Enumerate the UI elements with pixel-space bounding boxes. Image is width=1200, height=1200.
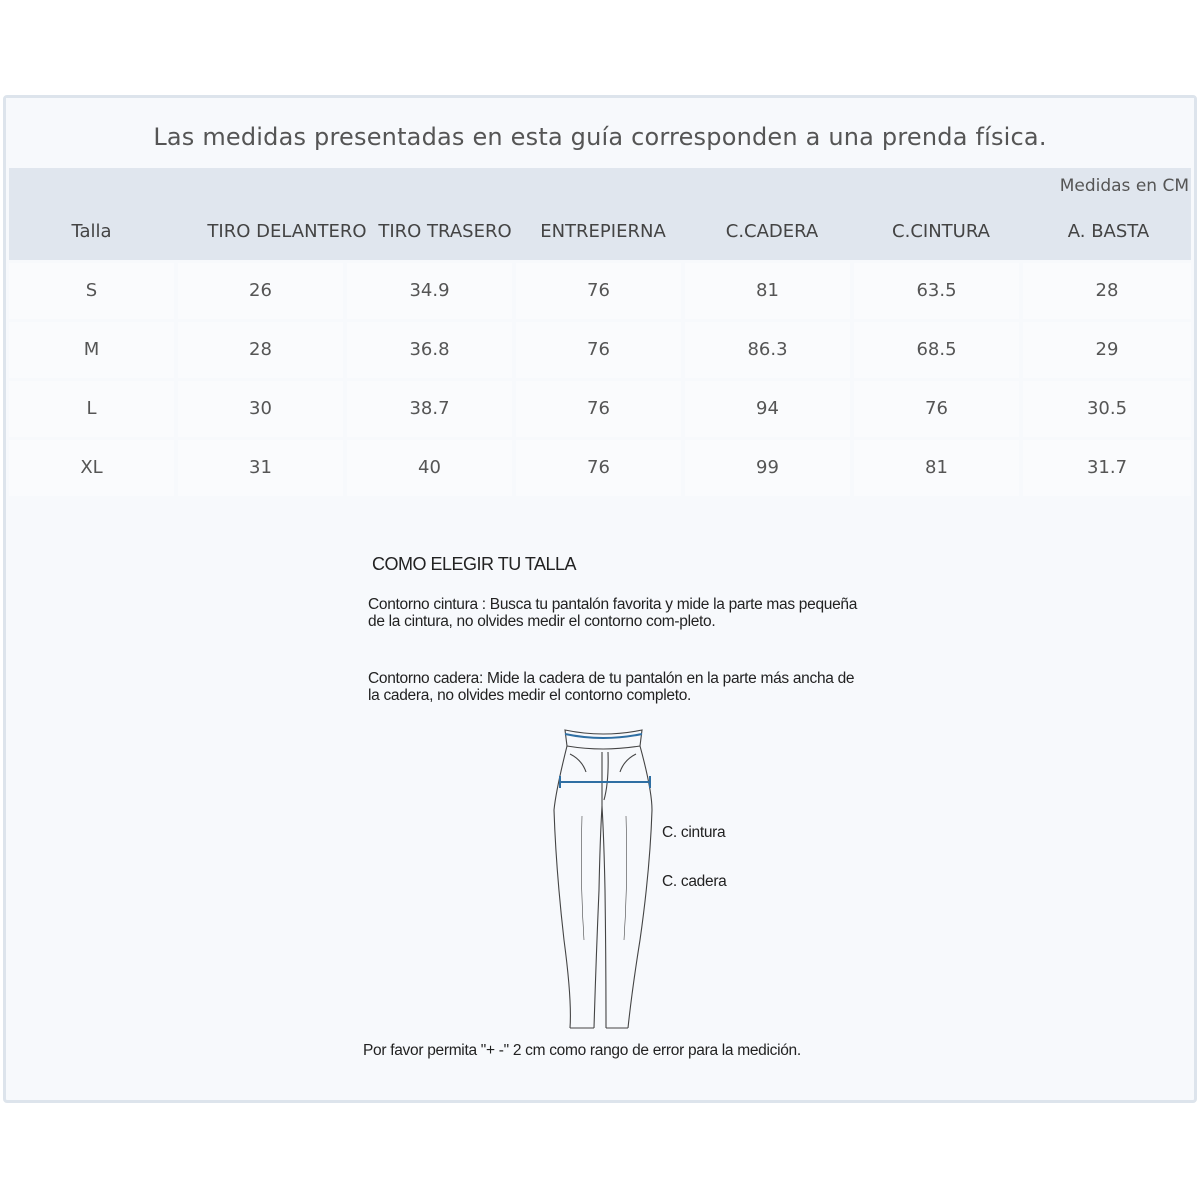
size-cell: S [9,263,174,319]
header-talla: Talla [71,221,112,242]
guide-title: COMO ELEGIR TU TALLA [372,554,577,574]
header-tiro-delantero: TIRO DELANTERO [207,221,367,242]
how-to-choose-size-guide [358,548,898,1088]
waist-instructions: Contorno cintura : Busca tu pantalón favorita y mide la parte mas pequeña de la cintura, no olvides medir el contorno com-pleto. [368,596,858,630]
size-cell: XL [9,440,174,496]
table-cell: 76 [516,263,681,319]
header-c-cadera: C.CADERA [725,221,819,242]
table-cell: 63.5 [854,263,1019,319]
table-cell: 76 [516,322,681,378]
units-label: Medidas en CM [1059,176,1189,196]
table-cell: 30.5 [1023,381,1191,437]
header-tiro-trasero: TIRO TRASERO [378,221,512,242]
hip-instructions: Contorno cadera: Mide la cadera de tu pantalón en la parte más ancha de la cadera, no olvides medir el contorno completo. [368,670,855,704]
table-row [9,263,1191,319]
table-cell: 38.7 [347,381,512,437]
header-c-cintura: C.CINTURA [892,221,990,242]
table-cell: 99 [685,440,850,496]
table-cell: 31.7 [1023,440,1191,496]
table-cell: 76 [854,381,1019,437]
units-row [9,168,1191,204]
table-header [9,204,1191,260]
table-cell: 26 [178,263,343,319]
table-cell: 30 [178,381,343,437]
table-cell: 86.3 [685,322,850,378]
tolerance-note: Por favor permita "+ -" 2 cm como rango de error para la medición. [363,1042,801,1059]
table-cell: 28 [1023,263,1191,319]
intro-text: Las medidas presentadas en esta guía corresponden a una prenda física. [6,98,1194,168]
size-guide-card [3,95,1197,1103]
table-cell: 94 [685,381,850,437]
table-cell: 81 [685,263,850,319]
table-cell: 81 [854,440,1019,496]
waist-label: C. cintura [662,824,726,841]
table-row [9,440,1191,496]
header-a-basta: A. BASTA [1067,221,1150,242]
table-cell: 28 [178,322,343,378]
size-cell: M [9,322,174,378]
table-cell: 40 [347,440,512,496]
table-cell: 76 [516,440,681,496]
header-entrepierna: ENTREPIERNA [540,221,666,242]
table-row [9,322,1191,378]
table-cell: 76 [516,381,681,437]
table-cell: 68.5 [854,322,1019,378]
table-cell: 36.8 [347,322,512,378]
table-row [9,381,1191,437]
table-cell: 31 [178,440,343,496]
table-cell: 29 [1023,322,1191,378]
hip-label: C. cadera [662,873,727,890]
size-cell: L [9,381,174,437]
table-cell: 34.9 [347,263,512,319]
